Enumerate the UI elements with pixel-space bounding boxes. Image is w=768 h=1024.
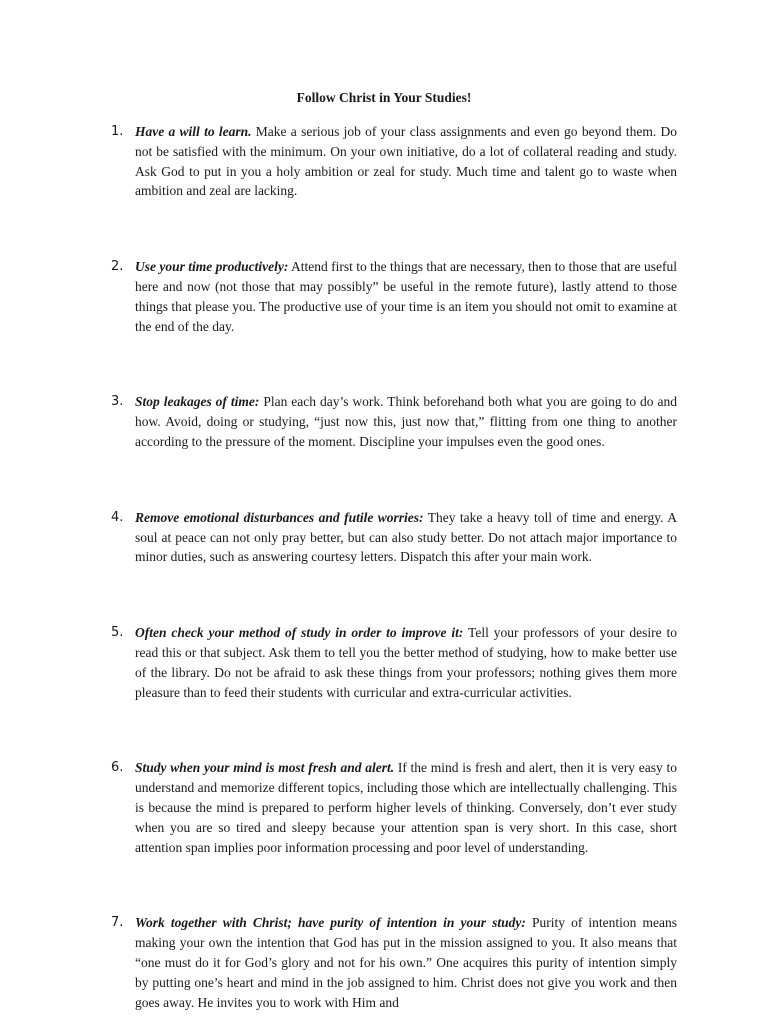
item-lead: Have a will to learn. [135, 124, 252, 139]
item-text [135, 623, 677, 702]
item-text [135, 392, 677, 451]
list-item-2 [0, 257, 768, 336]
item-number: 5. [111, 625, 124, 641]
item-body: If the mind is fresh and alert, then it is very easy to understand and memorize different topics, including those which are intellectually challenging. This is because the mind is prepared to perform higher levels of thinking. Conversely, don’t ever study when you are so tired and sleepy because your attention span is very short. In this case, short attention span implies poor information processing and poor level of understanding. [135, 760, 677, 855]
item-body: Make a serious job of your class assignments and even go beyond them. Do not be satisfied with the minimum. On your own initiative, do a lot of collateral reading and study. Ask God to put in you a holy ambition or zeal for study. Much time and talent go to waste when ambition and zeal are lacking. [135, 124, 677, 199]
item-text [135, 758, 677, 857]
item-number: 3. [111, 394, 124, 410]
item-body: Purity of intention means making your own the intention that God has put in the mission assigned to you. It also means that “one must do it for God’s glory and not for his own.” One acquires this purity of intention simply by putting one’s heart and mind in the job assigned to him. Christ does not give you work and then goes away. He invites you to work with Him and [135, 915, 678, 1010]
item-lead: Use your time productively: [135, 259, 289, 275]
item-lead: Remove emotional disturbances and futile worries: [135, 509, 424, 525]
item-lead: Study when your mind is most fresh and alert. [135, 760, 395, 776]
item-body: They take a heavy toll of time and energy. A soul at peace can not only pray better, but can also study better. Do not attach major importance to minor duties, such as answering courtesy letters. Dispatch this after your main work. [135, 509, 677, 565]
item-lead: Work together with Christ; have purity of intention in your study: [135, 915, 526, 931]
item-body: Plan each day’s work. Think beforehand both what you are going to do and how. Avoid, doing or studying, “just now this, just now that,” flitting from one thing to another according to the pressure of the moment. Discipline your impulses even the good ones. [135, 394, 678, 449]
item-number: 6. [111, 760, 124, 776]
item-number: 4. [111, 509, 124, 525]
page-title: Follow Christ in Your Studies! [296, 90, 472, 105]
item-body: Tell your professors of your desire to read this or that subject. Ask them to tell you the better method of studying, how to make better use of the library. Do not be afraid to ask these things from your professors; nothing gives them more pleasure than to feed their students with curricular and extra-curricular activities. [135, 625, 677, 700]
list-item-3 [0, 392, 768, 451]
item-lead: Stop leakages of time: [135, 394, 260, 410]
list-item-4 [0, 508, 768, 567]
item-number: 7. [111, 915, 124, 931]
list-item-6 [0, 758, 768, 857]
study-tips-list [0, 122, 768, 1024]
item-lead: Often check your method of study in order to improve it: [135, 625, 464, 641]
item-text [135, 122, 677, 201]
item-text [135, 257, 677, 336]
item-body: Attend first to the things that are necessary, then to those that are useful here and now (not those that may possibly” be useful in the remote future), lastly attend to those things that please you. The productive use of your time is an item you should not omit to examine at the end of the day. [135, 259, 677, 334]
item-number: 1. [111, 124, 124, 139]
item-text [135, 508, 677, 567]
list-item-5 [0, 623, 768, 702]
list-item-7 [0, 913, 768, 1012]
item-text [135, 913, 677, 1012]
item-number: 2. [111, 259, 124, 275]
list-item-1 [0, 122, 768, 201]
